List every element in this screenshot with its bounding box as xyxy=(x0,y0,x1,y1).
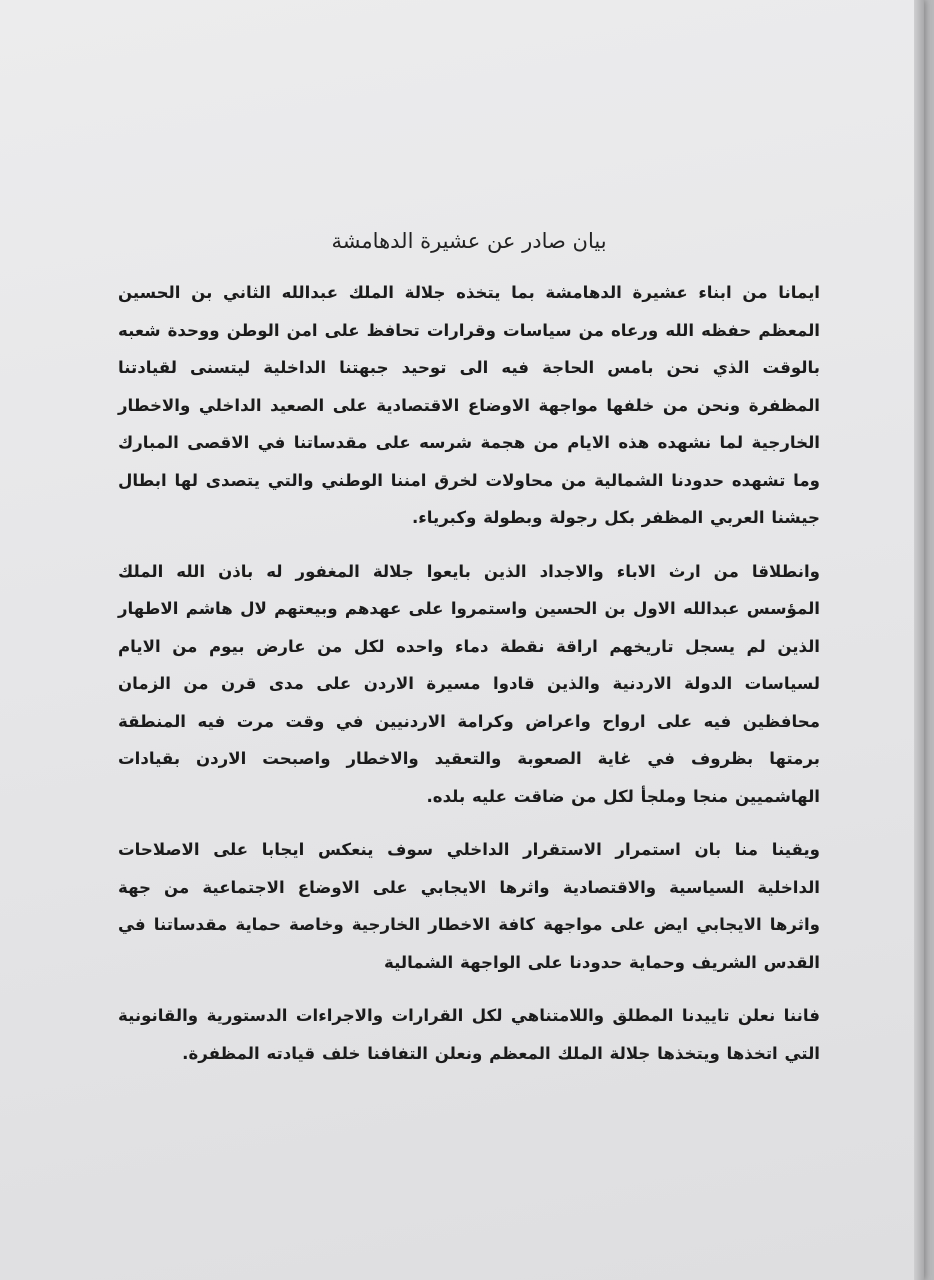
paragraph-2: وانطلاقا من ارث الاباء والاجداد الذين بايعوا جلالة المغفور له باذن الله الملك المؤسس عبدالله الاول بن الحسين واستمروا على عهدهم وبيعتهم لال هاشم الاطهار الذين لم يسجل تاريخهم اراقة نقطة دماء واحده لكل من عارض بيوم من الايام لسياسات الدولة الاردنية والذين قادوا مسيرة الاردن على مدى قرن من الزمان محافظين فيه على ارواح واعراض وكرامة الاردنيين في وقت مرت فيه المنطقة برمتها بظروف في غاية الصعوبة والتعقيد والاخطار واصبحت الاردن بقيادات الهاشميين منجا وملجأ لكل من ضاقت عليه بلده. xyxy=(118,561,820,806)
paragraph-3: ويقينا منا بان استمرار الاستقرار الداخلي سوف ينعكس ايجابا على الاصلاحات الداخلية السياسية والاقتصادية واثرها الايجابي على الاوضاع الاجتماعية من جهة واثرها الايجابي ايض على مواجهة كافة الاخطار الخارجية وخاصة حماية مقدساتنا في القدس الشريف وحماية حدودنا على الواجهة الشمالية xyxy=(118,840,820,972)
paragraph-1: ايمانا من ابناء عشيرة الدهامشة بما يتخذه جلالة الملك عبدالله الثاني بن الحسين المعظم حفظه الله ورعاه من سياسات وقرارات تحافظ على امن الوطن ووحدة شعبه بالوقت الذي نحن بامس الحاجة فيه الى توحيد جبهتنا الداخلية ليتسنى لقيادتنا المظفرة ونحن من خلفها مواجهة الاوضاع الاقتصادية على الصعيد الداخلي والاخطار الخارجية لما نشهده هذه الايام من هجمة شرسه على مقدساتنا في الاقصى المبارك وما تشهده حدودنا الشمالية من محاولات لخرق امننا الوطني والتي يتصدى لها ابطال جيشنا العربي المظفر بكل رجولة وبطولة وكبرياء. xyxy=(118,283,820,527)
paragraph-4: فاننا نعلن تاييدنا المطلق واللامتناهي لكل القرارات والاجراءات الدستورية والقانونية التي اتخذها ويتخذها جلالة الملك المعظم ونعلن التفافنا خلف قيادته المظفرة. xyxy=(118,1006,820,1063)
document-title: بيان صادر عن عشيرة الدهامشة xyxy=(331,229,607,253)
document-body xyxy=(118,222,820,1088)
page-edge xyxy=(914,0,924,1280)
